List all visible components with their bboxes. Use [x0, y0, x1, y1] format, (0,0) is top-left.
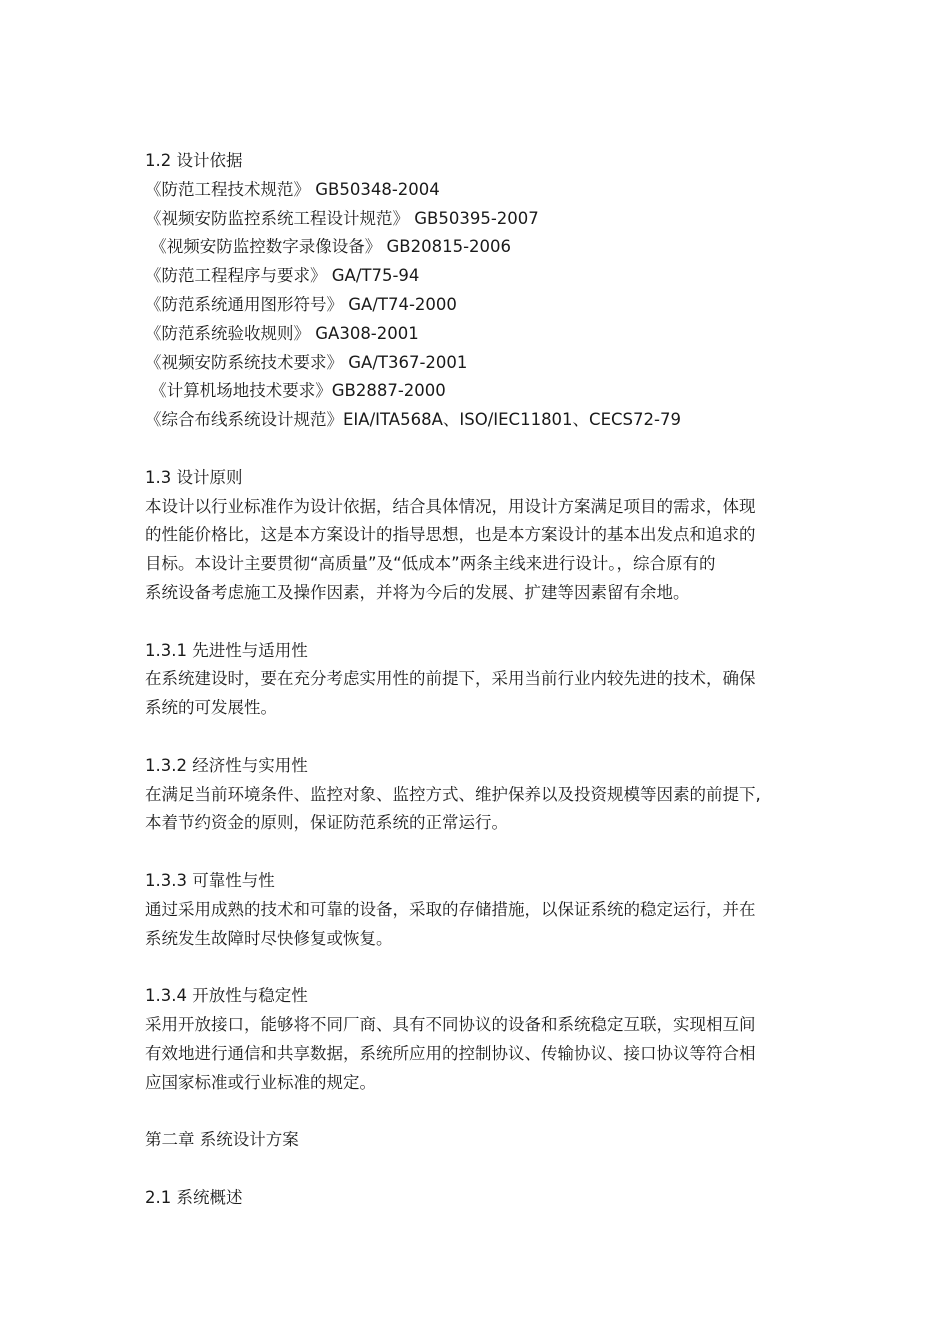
section-heading-1-3-2: 1.3.2 经济性与实用性	[145, 755, 308, 775]
paragraph-1-3-1	[145, 665, 810, 723]
blank-line	[145, 953, 810, 982]
blank-line	[145, 1097, 810, 1126]
section-heading-2-1: 2.1 系统概述	[145, 1187, 243, 1207]
reference-item: 《视频安防监控系统工程设计规范》 GB50395-2007	[145, 208, 539, 228]
section-heading-1-3: 1.3 设计原则	[145, 467, 243, 487]
paragraph-line: 应国家标准或行业标准的规定。	[145, 1072, 376, 1092]
document-body	[145, 147, 810, 1212]
section-heading-1-3-4: 1.3.4 开放性与稳定性	[145, 986, 308, 1006]
blank-line	[145, 1155, 810, 1184]
paragraph-line: 有效地进行通信和共享数据，系统所应用的控制协议、传输协议、接口协议等符合相	[145, 1043, 756, 1063]
reference-item: 《防范系统通用图形符号》 GA/T74-2000	[145, 294, 457, 314]
paragraph-line: 目标。本设计主要贯彻“高质量”及“低成本”两条主线来进行设计。，综合原有的	[145, 554, 716, 574]
paragraph-line: 本设计以行业标准作为设计依据，结合具体情况，用设计方案满足项目的需求，体现	[145, 496, 756, 516]
paragraph-1-3-4	[145, 1011, 810, 1097]
chapter-heading-2: 第二章 系统设计方案	[145, 1130, 299, 1150]
paragraph-line: 的性能价格比，这是本方案设计的指导思想，也是本方案设计的基本出发点和追求的	[145, 525, 756, 545]
blank-line	[145, 608, 810, 637]
reference-item: 《防范工程程序与要求》 GA/T75-94	[145, 266, 420, 286]
paragraph-line: 系统的可发展性。	[145, 698, 277, 718]
section-heading-1-2: 1.2 设计依据	[145, 151, 243, 170]
paragraph-line: 通过采用成熟的技术和可靠的设备，采取的存储措施，以保证系统的稳定运行，并在	[145, 899, 756, 919]
reference-item: 《防范工程技术规范》 GB50348-2004	[145, 179, 440, 199]
reference-item: 《防范系统验收规则》 GA308-2001	[145, 323, 419, 343]
reference-item: 《计算机场地技术要求》GB2887-2000	[145, 381, 446, 401]
paragraph-line: 系统发生故障时尽快修复或恢复。	[145, 928, 393, 948]
blank-line	[145, 435, 810, 464]
paragraph-line: 系统设备考虑施工及操作因素，并将为今后的发展、扩建等因素留有余地。	[145, 582, 690, 602]
reference-item: 《视频安防监控数字录像设备》 GB20815-2006	[145, 237, 512, 257]
paragraph-line: 在系统建设时，要在充分考虑实用性的前提下，采用当前行业内较先进的技术，确保	[145, 669, 756, 689]
paragraph-1-3-2	[145, 781, 810, 839]
paragraph-line: 采用开放接口，能够将不同厂商、具有不同协议的设备和系统稳定互联，实现相互间	[145, 1014, 756, 1034]
section-heading-1-3-1: 1.3.1 先进性与适用性	[145, 640, 308, 660]
paragraph-1-3-3	[145, 896, 810, 954]
reference-list	[145, 176, 810, 435]
blank-line	[145, 723, 810, 752]
paragraph-1-3	[145, 493, 810, 608]
paragraph-line: 在满足当前环境条件、监控对象、监控方式、维护保养以及投资规模等因素的前提下,	[145, 784, 761, 804]
section-heading-1-3-3: 1.3.3 可靠性与性	[145, 870, 275, 890]
blank-line	[145, 838, 810, 867]
reference-item: 《视频安防系统技术要求》 GA/T367-2001	[145, 352, 468, 372]
paragraph-line: 本着节约资金的原则，保证防范系统的正常运行。	[145, 813, 508, 833]
reference-item: 《综合布线系统设计规范》EIA/ITA568A、ISO/IEC11801、CECS72-79	[145, 410, 681, 430]
